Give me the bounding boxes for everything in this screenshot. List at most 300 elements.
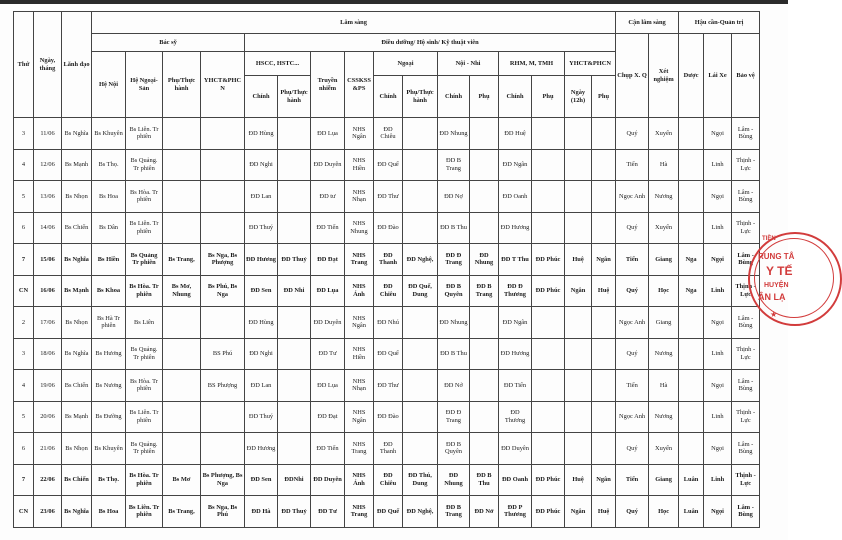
table-cell: Bs Liên [126,307,163,339]
table-cell: CN [14,275,34,307]
table-cell: ĐD T Thu [499,244,532,276]
header-bac-si: Bác sỹ [92,34,245,52]
table-cell [470,401,499,433]
table-cell: Học [649,275,679,307]
table-cell: ĐD Nhung [438,307,470,339]
table-cell [201,212,245,244]
table-cell: ĐD Hùng [245,118,278,150]
table-cell [592,212,616,244]
table-cell: Ngọi [704,307,732,339]
table-cell [565,118,592,150]
table-cell: ĐD Lụa [311,370,345,402]
table-cell [163,307,201,339]
table-cell [565,401,592,433]
table-cell: Bs Liên. Tr phiên [126,401,163,433]
table-cell: ĐD Hùng [245,307,278,339]
table-cell: ĐD Nhung [438,118,470,150]
table-cell: Lâm - Bùng [732,244,760,276]
table-cell: Bs Hà Tr phiên [92,307,126,339]
header-csskss: CSSKSS &PS [345,52,374,118]
table-cell: ĐD B Thu [438,338,470,370]
table-cell: 13/06 [34,181,62,213]
table-cell: Bs Chiến [62,212,92,244]
table-cell: ĐD Phúc [532,496,565,528]
table-cell: Bs Phú, Bs Nga [201,275,245,307]
table-cell: ĐD Phúc [532,464,565,496]
table-cell: Bs Mạnh [62,401,92,433]
table-cell: ĐD Thương [499,401,532,433]
table-cell [470,307,499,339]
table-cell: ĐD Tiến [311,433,345,465]
table-cell [278,149,311,181]
table-cell: Ngân [592,464,616,496]
table-cell [163,212,201,244]
table-cell [403,370,438,402]
header-phu-thuc-hanh: Phụ/Thực hành [163,52,201,118]
header-ngay-thang: Ngày, tháng [34,12,62,118]
table-cell: Giang [649,244,679,276]
table-cell: ĐD Lan [245,370,278,402]
table-cell: 3 [14,338,34,370]
table-cell: ĐD Nhi [278,275,311,307]
table-cell: 14/06 [34,212,62,244]
table-cell [532,433,565,465]
table-cell [592,433,616,465]
table-cell: Thịnh - Lực [732,212,760,244]
star-icon: ★ [770,310,778,319]
table-cell: Nương [649,181,679,213]
table-cell: Thịnh - Lực [732,338,760,370]
table-cell: 11/06 [34,118,62,150]
table-cell [163,433,201,465]
table-cell [679,370,704,402]
table-cell [679,433,704,465]
header-noi-nhi: Nội - Nhi [438,52,499,76]
table-cell: ĐD Nghệ, [403,244,438,276]
table-cell [201,401,245,433]
table-cell [163,181,201,213]
table-cell: Lâm - Bùng [732,370,760,402]
table-cell: Quý [616,433,649,465]
table-cell: ĐD Nghi [245,338,278,370]
table-cell [163,401,201,433]
table-cell [679,338,704,370]
table-row [14,464,760,496]
table-cell: ĐD Quế, Dung [403,275,438,307]
table-cell: ĐD Ngân [499,149,532,181]
table-cell: NHS Hiền [345,149,374,181]
table-cell: ĐD Đạt [311,401,345,433]
table-cell: ĐD Đ Thương [499,275,532,307]
table-cell: ĐD Lụa [311,275,345,307]
table-cell: 2 [14,307,34,339]
table-cell [565,149,592,181]
table-cell: Thịnh - Lực [732,464,760,496]
table-cell [592,370,616,402]
table-cell: ĐD Ngân [499,307,532,339]
table-cell: Bs Khuyên [92,118,126,150]
table-cell: ĐD Nhung [438,464,470,496]
table-cell: Linh [704,149,732,181]
table-cell: NHS Nhung [345,212,374,244]
table-cell [403,212,438,244]
table-cell [565,338,592,370]
table-cell: Linh [704,401,732,433]
table-cell: ĐD Tư [311,338,345,370]
header-lam-sang: Lâm sàng [92,12,616,34]
table-cell: Quý [616,212,649,244]
table-cell: NHS Nhạn [345,181,374,213]
table-cell: 3 [14,118,34,150]
table-cell: Tiến [616,244,649,276]
table-cell: Nương [649,401,679,433]
table-cell: Bs Hoa [92,181,126,213]
table-cell [403,433,438,465]
table-cell: Thịnh - Lực [732,401,760,433]
table-row [14,181,760,213]
table-cell: ĐD Lan [245,181,278,213]
table-cell: Hà [649,370,679,402]
table-cell: Linh [704,464,732,496]
table-cell: Ngọi [704,370,732,402]
table-cell: Bs Hòa. Tr phiên [126,181,163,213]
table-cell: Bs Nghĩa [62,244,92,276]
table-cell: Bs Quảng. Tr phiên [126,338,163,370]
table-cell [565,370,592,402]
table-cell [278,212,311,244]
table-cell: Ngọi [704,118,732,150]
table-cell: ĐD Đào [374,212,403,244]
table-cell: ĐD Hương [499,212,532,244]
table-cell: Ngọi [704,181,732,213]
table-cell: Lâm - Bùng [732,181,760,213]
table-cell: NHS Trang [345,496,374,528]
table-cell: NHS Nhạn [345,370,374,402]
table-cell: ĐD Đạt [311,244,345,276]
table-cell [278,181,311,213]
table-cell: ĐD Đào [374,401,403,433]
table-cell: Bs Liên. Tr phiên [126,118,163,150]
table-cell: Huệ [592,496,616,528]
table-cell: Ngọc Anh [616,307,649,339]
table-cell: ĐD B Trang [438,149,470,181]
table-row [14,275,760,307]
table-cell [532,338,565,370]
table-cell [403,307,438,339]
table-row [14,370,760,402]
header-dieu-duong: Điều dưỡng/ Hộ sinh/ Kỹ thuật viên [245,34,616,52]
header-he-ngoai-san: Hệ Ngoại-Sản [126,52,163,118]
table-cell: Bs Liên. Tr phiên [126,212,163,244]
table-cell: ĐD Thanh [374,433,403,465]
table-cell: 23/06 [34,496,62,528]
table-cell: Bs Mạnh [62,149,92,181]
header-he-noi: Hệ Nội [92,52,126,118]
table-cell: Tiến [616,149,649,181]
header-hscc-chinh: Chính [245,76,278,118]
table-cell [565,307,592,339]
table-cell: 21/06 [34,433,62,465]
table-cell [565,212,592,244]
table-cell: Bs Nghĩa [62,496,92,528]
table-cell: ĐD Chiêu [374,464,403,496]
table-cell [278,118,311,150]
table-cell: Bs Hòa. Tr phiên [126,464,163,496]
table-cell [470,149,499,181]
header-hscc-phu: Phụ/Thực hành [278,76,311,118]
table-cell [532,149,565,181]
table-cell: Bs Chiến [62,464,92,496]
table-cell: Bs Nhọn [62,433,92,465]
table-cell [470,338,499,370]
table-cell [532,307,565,339]
table-cell: 5 [14,181,34,213]
table-cell: 20/06 [34,401,62,433]
table-cell [201,181,245,213]
table-cell: Bs Đường [92,401,126,433]
table-cell: ĐD Nhú [374,307,403,339]
header-ngoai: Ngoại [374,52,438,76]
table-row [14,118,760,150]
header-ngoai-chinh: Chính [374,76,403,118]
stamp-inner-ring [754,238,834,318]
table-cell: Lâm - Bùng [732,496,760,528]
header-ngoai-phu: Phụ/Thực hành [403,76,438,118]
table-cell [532,370,565,402]
table-cell: NHS Ánh [345,464,374,496]
table-cell [679,401,704,433]
table-cell: 7 [14,244,34,276]
table-cell [592,401,616,433]
table-cell: Bs Chiến [62,370,92,402]
table-cell: Ngân [565,496,592,528]
table-cell: Ngọc Anh [616,181,649,213]
table-cell: Quý [616,496,649,528]
table-cell: 16/06 [34,275,62,307]
header-xet-nghiem: Xét nghiệm [649,34,679,118]
table-cell [679,307,704,339]
table-cell: ĐD Quế [374,149,403,181]
table-cell [278,338,311,370]
table-cell: BS Phượng [201,370,245,402]
header-lai-xe: Lái Xe [704,34,732,118]
table-cell [470,181,499,213]
table-cell: Xuyến [649,212,679,244]
table-cell: Giang [649,464,679,496]
table-cell: ĐD Chiêu [374,275,403,307]
table-cell [592,307,616,339]
table-cell: ĐD Thư [374,181,403,213]
table-cell [201,307,245,339]
table-cell: Bs Trang, [163,244,201,276]
table-cell [470,118,499,150]
table-cell [201,118,245,150]
table-cell: ĐD Hà [245,496,278,528]
table-cell: NHS Trang [345,433,374,465]
table-cell: Xuyến [649,433,679,465]
table-cell: NHS Hiền [345,338,374,370]
table-cell: 18/06 [34,338,62,370]
table-cell: Xuyến [649,118,679,150]
table-cell: Bs Hòa. Tr phiên [126,275,163,307]
table-cell: Nga [679,275,704,307]
table-cell: ĐD Duyên [311,464,345,496]
table-row [14,212,760,244]
table-cell: Giang [649,307,679,339]
table-cell: 6 [14,433,34,465]
table-cell: NHS Trang [345,244,374,276]
table-cell [679,181,704,213]
table-cell: NHS Ngân [345,118,374,150]
table-cell: Nga [679,244,704,276]
table-cell: Linh [704,212,732,244]
table-cell: Lâm - Bùng [732,307,760,339]
table-cell: ĐD Nợ [438,181,470,213]
table-cell: ĐD Phúc [532,275,565,307]
table-cell: Luân [679,496,704,528]
table-cell: Bs Mơ, Nhung [163,275,201,307]
table-cell: ĐD Tiến [311,212,345,244]
table-cell: 4 [14,149,34,181]
table-cell: Tiến [616,464,649,496]
table-row [14,496,760,528]
table-cell [278,401,311,433]
table-cell: BS Phú [201,338,245,370]
header-chup-xq: Chụp X. Q [616,34,649,118]
roster-body [14,118,760,528]
table-cell: ĐD Duyên [499,433,532,465]
table-cell [532,401,565,433]
table-cell: Bs Nghĩa [62,338,92,370]
header-bao-ve: Bảo vệ [732,34,760,118]
table-cell: Bs Quảng. Tr phiên [126,433,163,465]
table-cell: ĐD P Thương [499,496,532,528]
table-cell: ĐD Nở [438,370,470,402]
table-cell: Linh [704,275,732,307]
table-cell: 15/06 [34,244,62,276]
table-cell: Ngân [565,275,592,307]
header-hscc: HSCC, HSTC... [245,52,311,76]
header-yhct-phu: Phụ [592,76,616,118]
table-cell [565,433,592,465]
table-cell: ĐD tư [311,181,345,213]
stamp-text-1: TIỀN [762,236,776,242]
table-cell: Bs Hòa. Tr phiên [126,370,163,402]
header-rhm: RHM, M, TMH [499,52,565,76]
table-cell: NHS Ánh [345,275,374,307]
stamp-text-3: Y TẾ [766,264,793,278]
table-cell: ĐD Hương [499,338,532,370]
table-cell: Ngân [592,244,616,276]
table-cell: NHS Ngân [345,401,374,433]
table-cell: Bs Trang, [163,496,201,528]
table-row [14,244,760,276]
table-cell: Bs Dân [92,212,126,244]
table-cell: Bs Thọ. [92,149,126,181]
table-cell: ĐDNhi [278,464,311,496]
table-cell: Nương [649,338,679,370]
table-cell: ĐD Thuỷ [278,496,311,528]
table-cell: ĐD B Quyên [438,433,470,465]
table-cell: Huệ [592,275,616,307]
table-cell: ĐD Quế [374,338,403,370]
header-rhm-phu: Phụ [532,76,565,118]
table-cell [470,212,499,244]
table-cell [532,212,565,244]
stamp-text-2: RUNG TÂ [758,252,795,261]
table-cell: Ngọc Anh [616,401,649,433]
table-cell: Ngọi [704,433,732,465]
table-cell [679,118,704,150]
table-cell: Tiến [616,370,649,402]
table-cell: Bs Khoa [92,275,126,307]
table-cell: ĐD B Trang [470,275,499,307]
table-cell: ĐD Chiêu [374,118,403,150]
table-cell: ĐD Thuỷ [278,244,311,276]
table-cell: ĐD Nhung [470,244,499,276]
table-cell: 17/06 [34,307,62,339]
table-cell [679,212,704,244]
table-cell: Ngọi [704,244,732,276]
red-seal-stamp [740,230,795,325]
table-cell: ĐD Thuý [245,212,278,244]
table-cell [532,181,565,213]
table-cell: ĐD Tiến [499,370,532,402]
header-truyen-nhiem: Truyền nhiễm [311,52,345,118]
table-row [14,401,760,433]
header-rhm-chinh: Chính [499,76,532,118]
table-cell: Hà [649,149,679,181]
table-cell: ĐD Tư [311,496,345,528]
stamp-text-4: HUYỆN [764,282,789,289]
table-cell [201,433,245,465]
table-cell: Bs Quảng Tr phiên [126,244,163,276]
table-cell [278,307,311,339]
header-noi-phu: Phụ [470,76,499,118]
table-cell: Bs Liên. Tr phiên [126,496,163,528]
table-cell: Bs Khuyên [92,433,126,465]
table-cell: Bs Mạnh [62,275,92,307]
table-cell: NHS Ngân [345,307,374,339]
header-noi-chinh: Chính [438,76,470,118]
table-cell [403,149,438,181]
table-cell: ĐD B Thu [438,212,470,244]
table-cell [163,338,201,370]
table-cell [163,149,201,181]
table-cell: ĐD Nghệ, [403,496,438,528]
header-thu: Thứ [14,12,34,118]
table-cell: ĐD Phúc [532,244,565,276]
table-cell: ĐD Thuý [245,401,278,433]
table-cell: ĐD Huệ [499,118,532,150]
table-cell: Ngọi [704,496,732,528]
header-yhct-phcn: YHCT&PHC N [201,52,245,118]
table-cell: Huệ [565,464,592,496]
table-cell: Bs Hiền [92,244,126,276]
table-cell: Thịnh - Lực [732,275,760,307]
top-edge-bar [0,0,788,4]
table-cell: ĐD Quế [374,496,403,528]
header-lanh-dao: Lãnh đạo [62,12,92,118]
table-row [14,307,760,339]
table-cell [592,149,616,181]
duty-roster-table [13,11,760,528]
table-cell: Luân [679,464,704,496]
table-cell: ĐD Duyên [311,307,345,339]
table-cell: Bs Hoa [92,496,126,528]
table-cell [278,433,311,465]
table-cell [163,118,201,150]
